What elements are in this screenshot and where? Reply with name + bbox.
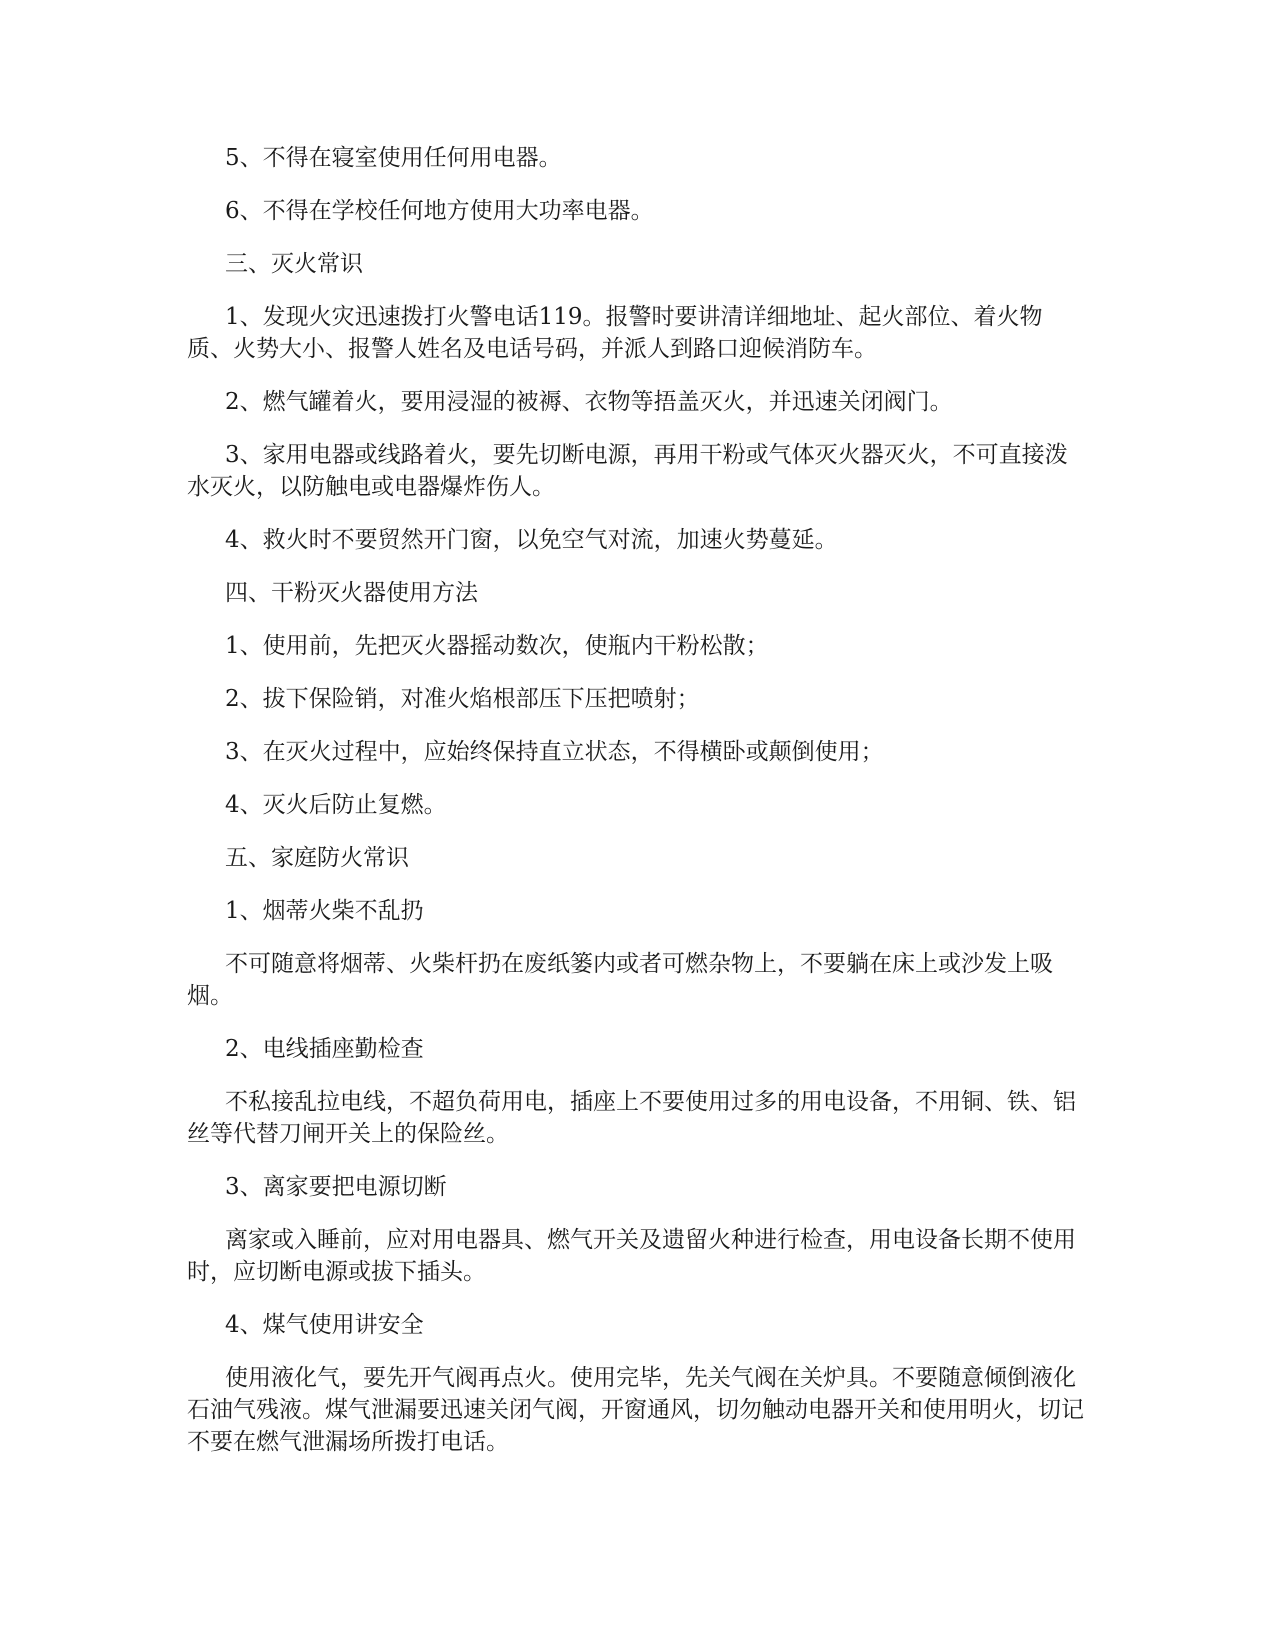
list-item-pull-pin: 2、拔下保险销，对准火焰根部压下压把喷射； [225,686,700,712]
list-item-keep-upright: 3、在灭火过程中，应始终保持直立状态，不得横卧或颠倒使用； [225,739,884,765]
section-heading-home-fire-prevention: 五、家庭防火常识 [225,845,409,871]
list-item-electrical-fire: 3、家用电器或线路着火，要先切断电源，再用干粉或气体灭火器灭火，不可直接泼水灭火，以防触电或电器爆炸伤人。 [187,442,1068,500]
section-heading-fire-extinguishing: 三、灭火常识 [225,251,363,277]
subheading-gas-safety: 4、煤气使用讲安全 [225,1312,424,1338]
section-heading-extinguisher-usage: 四、干粉灭火器使用方法 [225,580,478,606]
list-item-shake-extinguisher: 1、使用前，先把灭火器摇动数次，使瓶内干粉松散； [225,633,769,659]
paragraph-cut-power: 离家或入睡前，应对用电器具、燃气开关及遗留火种进行检查，用电设备长期不使用时，应切断电源或拔下插头。 [187,1227,1076,1285]
subheading-cut-power: 3、离家要把电源切断 [225,1174,447,1200]
list-item-no-appliances-in-dorm: 5、不得在寝室使用任何用电器。 [225,145,562,171]
list-item-call-119: 1、发现火灾迅速拨打火警电话119。报警时要讲清详细地址、起火部位、着火物质、火势大小、报警人姓名及电话号码，并派人到路口迎候消防车。 [187,304,1043,362]
document-body [187,142,1087,1479]
list-item-gas-tank-fire: 2、燃气罐着火，要用浸湿的被褥、衣物等捂盖灭火，并迅速关闭阀门。 [225,389,953,415]
list-item-do-not-open-windows: 4、救火时不要贸然开门窗，以免空气对流，加速火势蔓延。 [225,527,838,553]
list-item-prevent-reignition: 4、灭火后防止复燃。 [225,792,447,818]
subheading-cigarettes: 1、烟蒂火柴不乱扔 [225,898,424,924]
list-item-no-high-power-appliances: 6、不得在学校任何地方使用大功率电器。 [225,198,654,224]
paragraph-cigarettes: 不可随意将烟蒂、火柴杆扔在废纸篓内或者可燃杂物上，不要躺在床上或沙发上吸烟。 [187,951,1053,1009]
paragraph-gas-safety: 使用液化气，要先开气阀再点火。使用完毕，先关气阀在关炉具。不要随意倾倒液化石油气残液。煤气泄漏要迅速关闭气阀，开窗通风，切勿触动电器开关和使用明火，切记不要在燃气泄漏场所拨打电话。 [187,1365,1084,1455]
subheading-wiring-check: 2、电线插座勤检查 [225,1036,424,1062]
paragraph-wiring-check: 不私接乱拉电线，不超负荷用电，插座上不要使用过多的用电设备，不用铜、铁、铝丝等代替刀闸开关上的保险丝。 [187,1089,1076,1147]
